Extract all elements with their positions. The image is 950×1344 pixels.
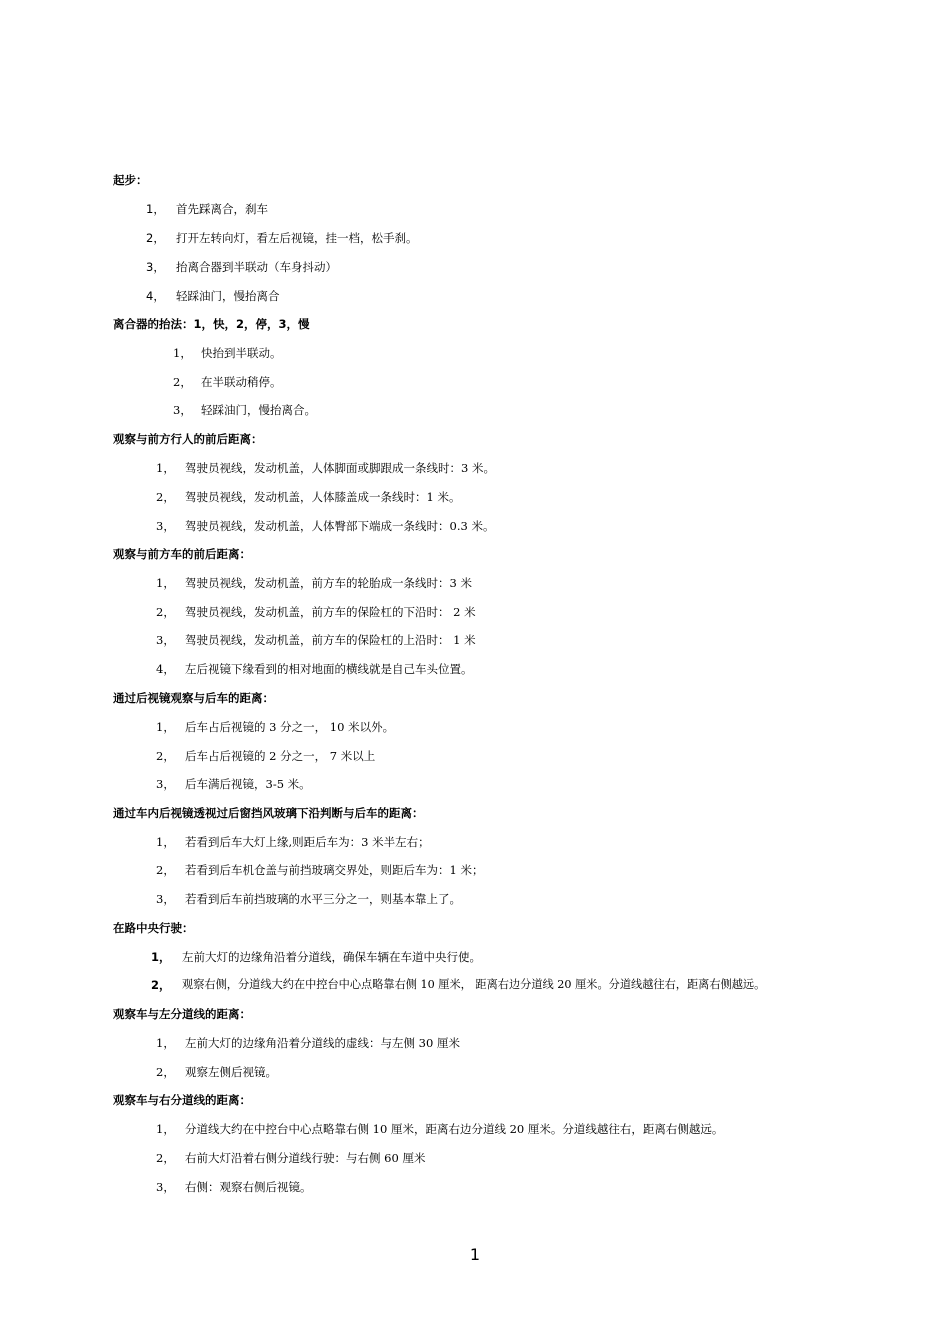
list-item-number: 4， bbox=[146, 289, 165, 303]
list-item-text: 抬离合器到半联动（车身抖动） bbox=[176, 260, 337, 274]
list-item-number: 4， bbox=[156, 662, 175, 676]
list-item-text: 驾驶员视线，发动机盖，人体脚面或脚跟成一条线时：3 米。 bbox=[185, 461, 495, 475]
list-item-number: 1， bbox=[156, 461, 175, 475]
list-item-text: 左前大灯的边缘角沿着分道线，确保车辆在车道中央行使。 bbox=[182, 950, 481, 964]
list-item-number: 3， bbox=[146, 260, 165, 274]
section-heading: 观察车与右分道线的距离： bbox=[113, 1093, 251, 1107]
list-item-text: 右侧：观察右侧后视镜。 bbox=[185, 1180, 312, 1194]
list-item-text: 驾驶员视线，发动机盖，人体臀部下端成一条线时：0.3 米。 bbox=[185, 519, 495, 533]
section-heading: 观察车与左分道线的距离： bbox=[113, 1007, 251, 1021]
list-item-number: 1， bbox=[156, 720, 175, 734]
list-item-text: 后车满后视镜，3-5 米。 bbox=[185, 777, 311, 791]
list-item-text: 在半联动稍停。 bbox=[201, 375, 282, 389]
list-item-number: 3， bbox=[156, 519, 175, 533]
list-item-number: 2， bbox=[156, 1065, 175, 1079]
list-item-text: 轻踩油门，慢抬离合 bbox=[176, 289, 280, 303]
list-item-number: 2， bbox=[173, 375, 192, 389]
section-heading: 观察与前方行人的前后距离： bbox=[113, 432, 263, 446]
list-item-text: 左前大灯的边缘角沿着分道线的虚线：与左侧 30 厘米 bbox=[185, 1036, 460, 1050]
list-item-number: 1， bbox=[156, 1036, 175, 1050]
section-heading: 起步： bbox=[113, 173, 148, 187]
list-item-number: 2， bbox=[146, 231, 165, 245]
list-item-number: 2， bbox=[151, 978, 171, 992]
list-item-text: 左后视镜下缘看到的相对地面的横线就是自己车头位置。 bbox=[185, 662, 473, 676]
list-item-number: 2， bbox=[156, 1151, 175, 1165]
list-item-text: 后车占后视镜的 2 分之一， 7 米以上 bbox=[185, 749, 376, 763]
list-item-text: 驾驶员视线，发动机盖，人体膝盖成一条线时：1 米。 bbox=[185, 490, 461, 504]
section-heading: 离合器的抬法：1，快，2，停，3，慢 bbox=[113, 317, 310, 331]
list-item-number: 1， bbox=[156, 1122, 175, 1136]
list-item-text: 若看到后车前挡玻璃的水平三分之一，则基本靠上了。 bbox=[185, 892, 461, 906]
list-item-text: 首先踩离合，刹车 bbox=[176, 202, 268, 216]
list-item-text: 轻踩油门，慢抬离合。 bbox=[201, 403, 316, 417]
list-item-number: 3， bbox=[156, 777, 175, 791]
section-heading: 观察与前方车的前后距离： bbox=[113, 547, 251, 561]
list-item-text: 驾驶员视线，发动机盖，前方车的保险杠的上沿时： 1 米 bbox=[185, 633, 476, 647]
list-item-number: 2， bbox=[156, 605, 175, 619]
list-item-text: 快抬到半联动。 bbox=[201, 346, 282, 360]
list-item-number: 2， bbox=[156, 749, 175, 763]
list-item-number: 1， bbox=[156, 835, 175, 849]
list-item-text: 打开左转向灯，看左后视镜，挂一档，松手刹。 bbox=[176, 231, 418, 245]
list-item-text: 右前大灯沿着右侧分道线行驶：与右侧 60 厘米 bbox=[185, 1151, 426, 1165]
list-item-text: 若看到后车大灯上缘,则距后车为：3 米半左右； bbox=[185, 835, 430, 849]
section-heading: 通过后视镜观察与后车的距离： bbox=[113, 691, 274, 705]
page-number: 1 bbox=[469, 1245, 481, 1264]
list-item-number: 1， bbox=[156, 576, 175, 590]
list-item-number: 2， bbox=[156, 863, 175, 877]
list-item-text: 若看到后车机仓盖与前挡玻璃交界处，则距后车为：1 米； bbox=[185, 863, 484, 877]
list-item-text: 驾驶员视线，发动机盖，前方车的保险杠的下沿时： 2 米 bbox=[185, 605, 476, 619]
section-heading: 在路中央行驶： bbox=[113, 921, 194, 935]
list-item-text: 观察右侧，分道线大约在中控台中心点略靠右侧 10 厘米， 距离右边分道线 20 厘米。分道线越往右，距离右侧越远。 bbox=[182, 978, 766, 991]
list-item-text: 分道线大约在中控台中心点略靠右侧 10 厘米，距离右边分道线 20 厘米。分道线越往右，距离右侧越远。 bbox=[185, 1122, 724, 1136]
list-item-number: 3， bbox=[156, 633, 175, 647]
list-item-number: 3， bbox=[156, 1180, 175, 1194]
list-item-text: 观察左侧后视镜。 bbox=[185, 1065, 277, 1079]
list-item-text: 后车占后视镜的 3 分之一， 10 米以外。 bbox=[185, 720, 395, 734]
list-item-number: 2， bbox=[156, 490, 175, 504]
list-item-number: 1， bbox=[146, 202, 165, 216]
list-item-text: 驾驶员视线，发动机盖，前方车的轮胎成一条线时：3 米 bbox=[185, 576, 472, 590]
list-item-number: 1， bbox=[151, 950, 171, 964]
list-item-number: 3， bbox=[156, 892, 175, 906]
section-heading: 通过车内后视镜透视过后窗挡风玻璃下沿判断与后车的距离： bbox=[113, 806, 424, 820]
list-item-number: 1， bbox=[173, 346, 192, 360]
list-item-number: 3， bbox=[173, 403, 192, 417]
